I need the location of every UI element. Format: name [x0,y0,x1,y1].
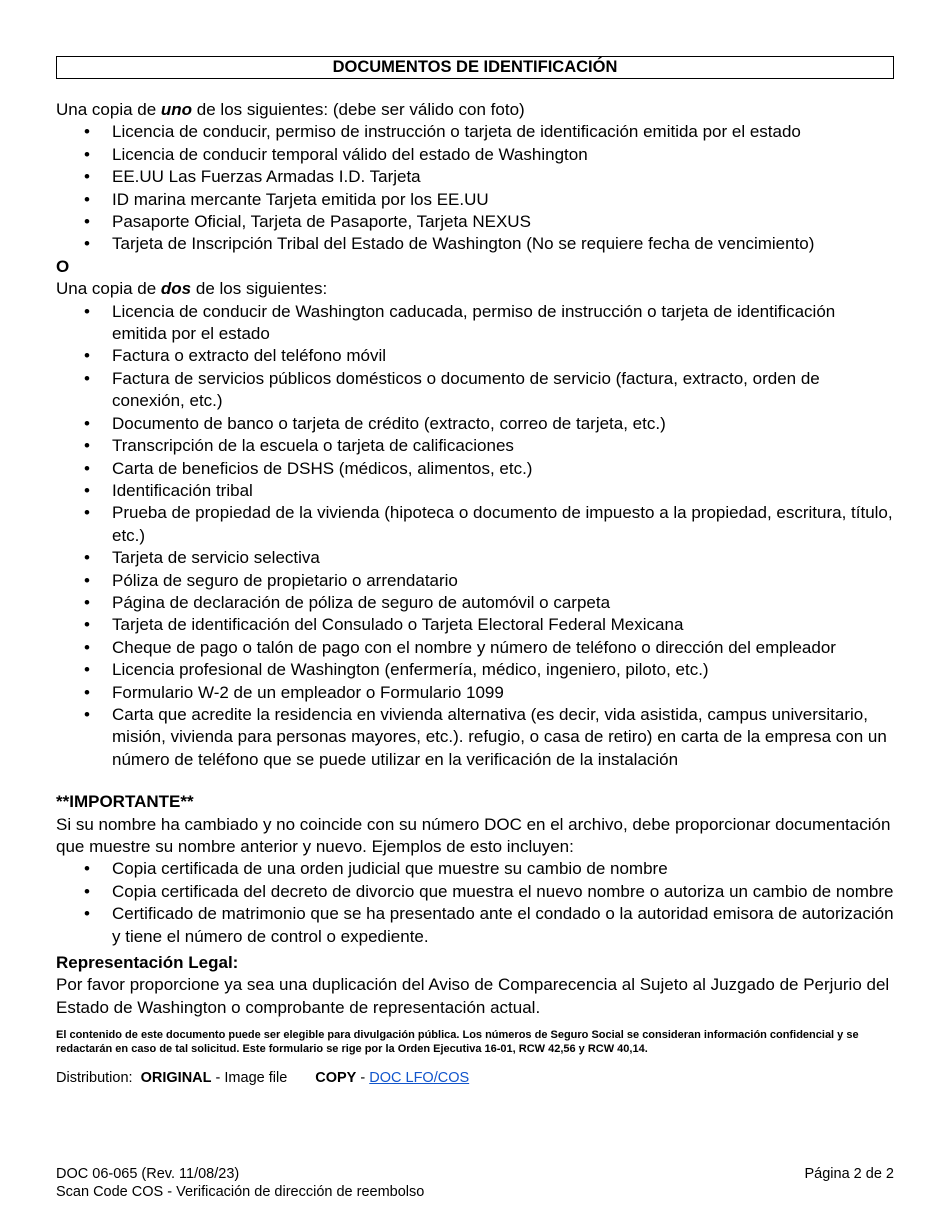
bullet-icon: • [84,212,90,232]
bullet-icon: • [84,122,90,142]
important-heading: **IMPORTANTE** [56,792,194,812]
list-item-text: Factura o extracto del teléfono móvil [112,346,387,366]
distribution-copy: COPY [315,1070,357,1087]
disclaimer: El contenido de este documento puede ser elegible para divulgación pública. Los números de Seguro Social se consideran información confidencial y se redactarán en caso de tal solicitud. Este formulario se rige por la Orden Ejecutiva 16-01, RCW 42,56 y RCW 40,14. [56,1029,859,1056]
list-item-text: Licencia de conducir de Washington caducada, permiso de instrucción o tarjeta de identificación emitida por el estado [112,301,836,344]
list-item-text: Página de declaración de póliza de seguro de automóvil o carpeta [112,592,611,612]
list-item [56,704,894,771]
distribution-original: ORIGINAL [140,1070,212,1087]
list-item [56,637,894,659]
section-two-intro [56,278,894,300]
list-item-text: Pasaporte Oficial, Tarjeta de Pasaporte, Tarjeta NEXUS [112,212,531,232]
list-item [56,547,894,569]
document-page [56,56,894,1086]
bullet-icon: • [84,637,90,657]
bullet-icon: • [84,660,90,680]
list-item-text: Tarjeta de servicio selectiva [112,548,320,568]
distribution-line [56,1070,894,1086]
list-item-text: Prueba de propiedad de la vivienda (hipoteca o documento de impuesto a la propiedad, escritura, título, etc.) [112,503,893,545]
bullet-icon: • [84,592,90,612]
list-item [56,368,894,413]
list-item [56,659,894,681]
list-item [56,502,894,547]
list-item-text: Documento de banco o tarjeta de crédito (extracto, correo de tarjeta, etc.) [112,413,666,433]
distribution-original-desc: - Image file [211,1070,288,1087]
list-item [56,233,894,255]
list-item-text: Factura de servicios públicos domésticos o documento de servicio (factura, extracto, orden de conexión, etc.) [112,368,820,411]
list-item [56,121,894,143]
intro-prefix: Una copia de [56,100,161,119]
bullet-icon: • [84,704,90,724]
list-item-text: Identificación tribal [112,480,253,500]
list-item-text: Copia certificada del decreto de divorcio que muestra el nuevo nombre o autoriza un cambio de nombre [112,881,894,901]
form-number: DOC 06-065 (Rev. 11/08/23) [56,1166,240,1182]
bullet-icon: • [84,881,90,901]
list-item-text: Póliza de seguro de propietario o arrendatario [112,570,458,590]
bullet-icon: • [84,904,90,924]
list-item [56,189,894,211]
list-item [56,682,894,704]
intro-suffix: de los siguientes: (debe ser válido con foto) [192,100,525,119]
intro-emphasis: dos [160,279,192,299]
list-item [56,458,894,480]
bullet-icon: • [84,458,90,478]
list-item-text: Formulario W-2 de un empleador o Formulario 1099 [112,682,504,702]
list-item [56,413,894,435]
bullet-icon: • [84,436,90,456]
bullet-icon: • [84,682,90,702]
bullet-icon: • [84,144,90,164]
list-item [56,166,894,188]
list-item [56,881,894,903]
bullet-icon: • [84,503,90,523]
list-item-text: Certificado de matrimonio que se ha presentado ante el condado o la autoridad emisora de autorización y tiene el número de control o expediente. [112,904,894,946]
bullet-icon: • [84,368,90,388]
list-item [56,903,894,948]
important-text: Si su nombre ha cambiado y no coincide con su número DOC en el archivo, debe proporcionar documentación que muestre su nombre anterior y nuevo. Ejemplos de esto incluyen: [56,814,891,856]
list-item [56,480,894,502]
list-item [56,614,894,636]
list-item [56,345,894,367]
bullet-icon: • [84,167,90,187]
list-item-text: Tarjeta de Inscripción Tribal del Estado de Washington (No se requiere fecha de vencimiento) [112,234,815,254]
bullet-icon: • [84,615,90,635]
copy-link[interactable]: DOC LFO/COS [369,1070,470,1087]
list-item-text: Licencia de conducir, permiso de instrucción o tarjeta de identificación emitida por el estado [112,122,801,142]
list-item-text: EE.UU Las Fuerzas Armadas I.D. Tarjeta [112,167,421,187]
list-item [56,144,894,166]
bullet-icon: • [84,480,90,500]
intro-suffix: de los siguientes: [191,279,328,299]
list-item [56,858,894,880]
list-item [56,592,894,614]
bullet-icon: • [84,346,90,366]
legal-heading: Representación Legal: [56,953,239,973]
bullet-icon: • [84,548,90,568]
list-item-text: Tarjeta de identificación del Consulado o Tarjeta Electoral Federal Mexicana [112,615,684,635]
list-item-text: Carta que acredite la residencia en vivienda alternativa (es decir, vida asistida, campus universitario, misión, vivienda para personas mayores, etc.). refugio, o casa de retiro) en carta de la empresa con un número de teléfono que se puede utilizar en la verificación de la instalación [112,704,887,769]
bullet-icon: • [84,413,90,433]
scan-code: Scan Code COS - Verificación de dirección de reembolso [56,1184,425,1200]
distribution-label: Distribution: [56,1070,141,1087]
list-item-text: Licencia de conducir temporal válido del estado de Washington [112,144,588,164]
section-one-list [56,121,894,255]
list-item-text: Cheque de pago o talón de pago con el nombre y número de teléfono o dirección del empleador [112,637,836,657]
bullet-icon: • [84,234,90,254]
list-item [56,211,894,233]
distribution-copy-sep: - [356,1070,370,1087]
or-label: O [56,256,70,276]
legal-text: Por favor proporcione ya sea una duplicación del Aviso de Comparecencia al Sujeto al Juzgado de Perjurio del Estado de Washington o comprobante de representación actual. [56,975,890,1017]
important-list [56,858,894,948]
intro-prefix: Una copia de [56,279,161,299]
bullet-icon: • [84,189,90,209]
list-item-text: Copia certificada de una orden judicial que muestre su cambio de nombre [112,859,668,879]
list-item [56,301,894,346]
footer [56,1165,894,1201]
list-item-text: Transcripción de la escuela o tarjeta de calificaciones [112,436,514,456]
bullet-icon: • [84,570,90,590]
list-item-text: Carta de beneficios de DSHS (médicos, alimentos, etc.) [112,458,533,478]
bullet-icon: • [84,301,90,321]
section-one-intro [56,99,894,121]
page-number: Página 2 de 2 [804,1166,894,1182]
list-item [56,570,894,592]
bullet-icon: • [84,859,90,879]
section-two-list [56,301,894,772]
list-item-text: ID marina mercante Tarjeta emitida por los EE.UU [112,189,489,209]
intro-emphasis: uno [160,100,193,119]
page-title: DOCUMENTOS DE IDENTIFICACIÓN [56,56,894,79]
list-item-text: Licencia profesional de Washington (enfermería, médico, ingeniero, piloto, etc.) [112,660,709,680]
list-item [56,435,894,457]
